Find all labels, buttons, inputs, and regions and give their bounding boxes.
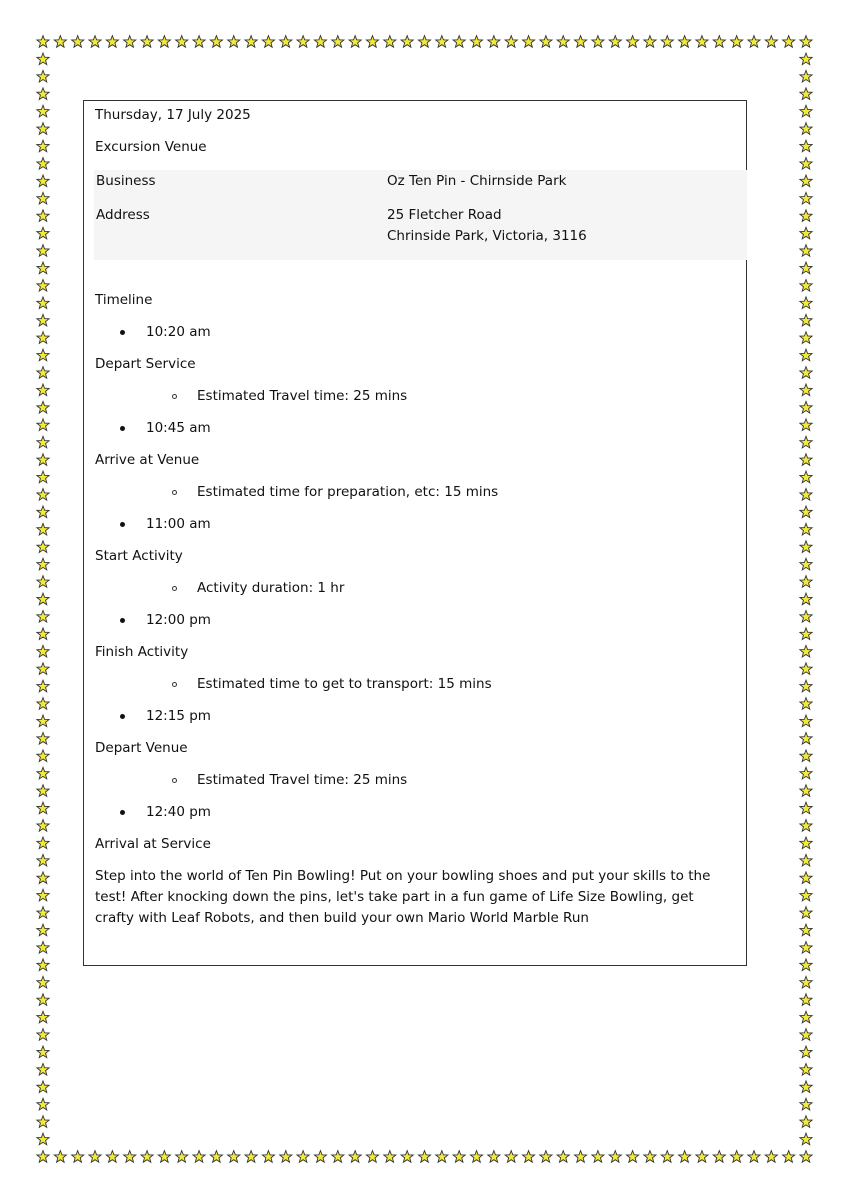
star-icon (800, 820, 812, 832)
star-icon (37, 1029, 49, 1041)
star-icon (297, 1151, 309, 1163)
star-icon (800, 349, 812, 361)
star-icon (800, 332, 812, 344)
timeline-event: Start Activity (95, 548, 183, 564)
timeline-event: Arrival at Service (95, 836, 211, 852)
star-icon (37, 994, 49, 1006)
star-icon (37, 802, 49, 814)
star-icon (314, 1151, 326, 1163)
star-icon (800, 558, 812, 570)
timeline-note: Estimated Travel time: 25 mins (197, 772, 408, 788)
bullet-dot-icon (120, 714, 125, 719)
star-icon (37, 959, 49, 971)
star-icon (37, 1098, 49, 1110)
star-icon (574, 1151, 586, 1163)
star-icon (800, 384, 812, 396)
star-icon (800, 454, 812, 466)
star-icon (800, 889, 812, 901)
timeline-event: Finish Activity (95, 644, 189, 660)
star-icon (37, 36, 49, 48)
star-icon (176, 36, 188, 48)
star-icon (800, 1081, 812, 1093)
star-icon (713, 1151, 725, 1163)
timeline-event: Depart Venue (95, 740, 188, 756)
star-icon (800, 436, 812, 448)
star-icon (37, 471, 49, 483)
star-icon (800, 489, 812, 501)
star-icon (418, 1151, 430, 1163)
venue-table (94, 170, 747, 260)
star-icon (800, 802, 812, 814)
star-icon (37, 750, 49, 762)
star-icon (37, 506, 49, 518)
timeline-time: 11:00 am (146, 516, 211, 532)
star-icon (37, 541, 49, 553)
star-icon (54, 1151, 66, 1163)
star-icon (158, 1151, 170, 1163)
excursion-date: Thursday, 17 July 2025 (95, 107, 251, 123)
timeline-event: Depart Service (95, 356, 196, 372)
star-icon (37, 297, 49, 309)
star-icon (713, 36, 725, 48)
star-icon (488, 1151, 500, 1163)
star-icon (37, 245, 49, 257)
star-icon (37, 454, 49, 466)
star-icon (800, 994, 812, 1006)
star-icon (800, 88, 812, 100)
star-icon (37, 872, 49, 884)
star-icon (37, 628, 49, 640)
star-icon (37, 837, 49, 849)
bullet-ring-icon (172, 394, 177, 399)
star-icon (37, 854, 49, 866)
star-icon (37, 105, 49, 117)
star-icon (37, 907, 49, 919)
star-icon (627, 1151, 639, 1163)
star-icon (800, 663, 812, 675)
star-icon (332, 1151, 344, 1163)
star-icon (765, 1151, 777, 1163)
star-icon (37, 680, 49, 692)
address-label: Address (96, 207, 150, 223)
star-icon (262, 36, 274, 48)
star-icon (661, 1151, 673, 1163)
star-icon (644, 36, 656, 48)
star-icon (800, 53, 812, 65)
star-icon (800, 314, 812, 326)
star-icon (37, 698, 49, 710)
star-icon (366, 1151, 378, 1163)
star-icon (37, 767, 49, 779)
star-icon (37, 123, 49, 135)
star-icon (37, 523, 49, 535)
excursion-card (83, 100, 747, 966)
star-icon (800, 367, 812, 379)
star-icon (37, 732, 49, 744)
star-icon (800, 924, 812, 936)
star-icon (800, 942, 812, 954)
star-icon (37, 192, 49, 204)
star-icon (37, 976, 49, 988)
venue-heading: Excursion Venue (95, 139, 207, 155)
star-icon (748, 36, 760, 48)
star-icon (384, 36, 396, 48)
star-icon (37, 70, 49, 82)
timeline-time: 12:15 pm (146, 708, 211, 724)
star-icon (557, 36, 569, 48)
star-icon (297, 36, 309, 48)
bullet-ring-icon (172, 490, 177, 495)
star-icon (470, 36, 482, 48)
star-icon (37, 1116, 49, 1128)
star-icon (37, 367, 49, 379)
timeline-event: Arrive at Venue (95, 452, 200, 468)
star-icon (505, 1151, 517, 1163)
star-icon (800, 297, 812, 309)
star-icon (800, 123, 812, 135)
star-icon (37, 576, 49, 588)
star-icon (800, 105, 812, 117)
timeline-note: Estimated Travel time: 25 mins (197, 388, 408, 404)
timeline-note: Estimated time for preparation, etc: 15 mins (197, 484, 499, 500)
star-icon (800, 611, 812, 623)
star-icon (436, 1151, 448, 1163)
star-icon (800, 140, 812, 152)
star-icon (193, 36, 205, 48)
star-icon (800, 471, 812, 483)
star-icon (800, 1133, 812, 1145)
star-icon (800, 1116, 812, 1128)
star-icon (800, 192, 812, 204)
star-icon (644, 1151, 656, 1163)
star-icon (592, 36, 604, 48)
star-icon (54, 36, 66, 48)
star-icon (89, 36, 101, 48)
star-icon (37, 384, 49, 396)
star-icon (158, 36, 170, 48)
star-icon (800, 1098, 812, 1110)
business-label: Business (96, 173, 156, 189)
star-icon (800, 70, 812, 82)
address-line-1: 25 Fletcher Road (387, 207, 502, 223)
star-icon (453, 1151, 465, 1163)
star-icon (505, 36, 517, 48)
star-icon (609, 1151, 621, 1163)
star-icon (800, 506, 812, 518)
star-icon (37, 53, 49, 65)
star-icon (37, 489, 49, 501)
star-icon (37, 1011, 49, 1023)
star-icon (696, 36, 708, 48)
star-icon (366, 36, 378, 48)
star-icon (800, 767, 812, 779)
star-icon (540, 1151, 552, 1163)
star-icon (72, 1151, 84, 1163)
star-icon (679, 36, 691, 48)
star-icon (37, 280, 49, 292)
star-icon (89, 1151, 101, 1163)
star-icon (800, 262, 812, 274)
star-icon (245, 1151, 257, 1163)
star-icon (800, 872, 812, 884)
star-icon (37, 1063, 49, 1075)
star-icon (800, 523, 812, 535)
star-icon (592, 1151, 604, 1163)
star-icon (800, 541, 812, 553)
star-icon (37, 924, 49, 936)
star-icon (176, 1151, 188, 1163)
star-icon (37, 593, 49, 605)
star-icon (37, 210, 49, 222)
star-icon (783, 36, 795, 48)
timeline-time: 10:20 am (146, 324, 211, 340)
star-icon (37, 140, 49, 152)
star-icon (800, 785, 812, 797)
star-icon (37, 227, 49, 239)
star-icon (731, 36, 743, 48)
star-icon (37, 401, 49, 413)
star-icon (37, 558, 49, 570)
star-icon (262, 1151, 274, 1163)
timeline-time: 12:40 pm (146, 804, 211, 820)
star-icon (141, 36, 153, 48)
star-icon (800, 1011, 812, 1023)
star-icon (557, 1151, 569, 1163)
star-icon (210, 1151, 222, 1163)
star-icon (800, 419, 812, 431)
star-icon (280, 1151, 292, 1163)
star-icon (349, 1151, 361, 1163)
star-icon (37, 645, 49, 657)
timeline-time: 12:00 pm (146, 612, 211, 628)
star-icon (384, 1151, 396, 1163)
star-icon (627, 36, 639, 48)
star-icon (800, 680, 812, 692)
star-icon (245, 36, 257, 48)
star-icon (228, 36, 240, 48)
star-icon (800, 907, 812, 919)
timeline-note: Estimated time to get to transport: 15 mins (197, 676, 492, 692)
timeline-time: 10:45 am (146, 420, 211, 436)
bullet-dot-icon (120, 522, 125, 527)
timeline-note: Activity duration: 1 hr (197, 580, 345, 596)
star-icon (314, 36, 326, 48)
bullet-ring-icon (172, 682, 177, 687)
star-icon (800, 750, 812, 762)
star-icon (37, 262, 49, 274)
star-icon (800, 854, 812, 866)
star-icon (800, 715, 812, 727)
star-icon (800, 698, 812, 710)
star-icon (37, 785, 49, 797)
star-icon (800, 1151, 812, 1163)
star-icon (37, 332, 49, 344)
star-icon (800, 1029, 812, 1041)
star-icon (37, 175, 49, 187)
star-icon (124, 36, 136, 48)
star-icon (37, 889, 49, 901)
star-icon (37, 158, 49, 170)
star-icon (800, 837, 812, 849)
activity-description: Step into the world of Ten Pin Bowling! Put on your bowling shoes and put your skills to the test! After knocking down the pins, let's take part in a fun game of Life Size Bowling, get crafty with Leaf Robots, and then build your own Mario World Marble Run (95, 868, 711, 926)
star-icon (141, 1151, 153, 1163)
star-icon (37, 436, 49, 448)
address-line-2: Chrinside Park, Victoria, 3116 (387, 228, 587, 244)
star-icon (401, 1151, 413, 1163)
star-icon (210, 36, 222, 48)
star-icon (37, 1081, 49, 1093)
star-icon (800, 280, 812, 292)
timeline-heading: Timeline (95, 292, 153, 308)
star-icon (731, 1151, 743, 1163)
star-icon (748, 1151, 760, 1163)
star-icon (193, 1151, 205, 1163)
star-icon (765, 36, 777, 48)
star-icon (800, 628, 812, 640)
star-icon (228, 1151, 240, 1163)
star-icon (332, 36, 344, 48)
star-icon (609, 36, 621, 48)
bullet-ring-icon (172, 778, 177, 783)
star-icon (800, 1063, 812, 1075)
bullet-ring-icon (172, 586, 177, 591)
star-icon (453, 36, 465, 48)
star-icon (522, 36, 534, 48)
star-icon (800, 245, 812, 257)
star-icon (37, 314, 49, 326)
star-icon (37, 715, 49, 727)
bullet-dot-icon (120, 330, 125, 335)
star-icon (800, 959, 812, 971)
star-icon (124, 1151, 136, 1163)
star-icon (37, 1151, 49, 1163)
star-icon (436, 36, 448, 48)
star-icon (800, 175, 812, 187)
star-icon (783, 1151, 795, 1163)
star-icon (37, 820, 49, 832)
star-icon (800, 576, 812, 588)
star-icon (522, 1151, 534, 1163)
star-icon (696, 1151, 708, 1163)
star-icon (37, 942, 49, 954)
star-icon (72, 36, 84, 48)
bullet-dot-icon (120, 618, 125, 623)
star-icon (37, 1046, 49, 1058)
star-icon (37, 1133, 49, 1145)
star-icon (800, 210, 812, 222)
star-icon (37, 88, 49, 100)
star-icon (540, 36, 552, 48)
star-icon (349, 36, 361, 48)
star-icon (574, 36, 586, 48)
star-icon (800, 593, 812, 605)
star-icon (37, 611, 49, 623)
star-icon (661, 36, 673, 48)
bullet-dot-icon (120, 426, 125, 431)
star-icon (280, 36, 292, 48)
star-icon (418, 36, 430, 48)
star-icon (800, 227, 812, 239)
star-icon (488, 36, 500, 48)
star-icon (800, 1046, 812, 1058)
bullet-dot-icon (120, 810, 125, 815)
star-icon (37, 663, 49, 675)
star-icon (800, 732, 812, 744)
star-icon (679, 1151, 691, 1163)
star-icon (800, 645, 812, 657)
star-icon (401, 36, 413, 48)
star-icon (37, 419, 49, 431)
business-value: Oz Ten Pin - Chirnside Park (387, 173, 567, 189)
star-icon (800, 158, 812, 170)
star-icon (800, 976, 812, 988)
star-icon (106, 1151, 118, 1163)
star-icon (800, 401, 812, 413)
star-icon (37, 349, 49, 361)
star-icon (800, 36, 812, 48)
star-icon (470, 1151, 482, 1163)
star-icon (106, 36, 118, 48)
